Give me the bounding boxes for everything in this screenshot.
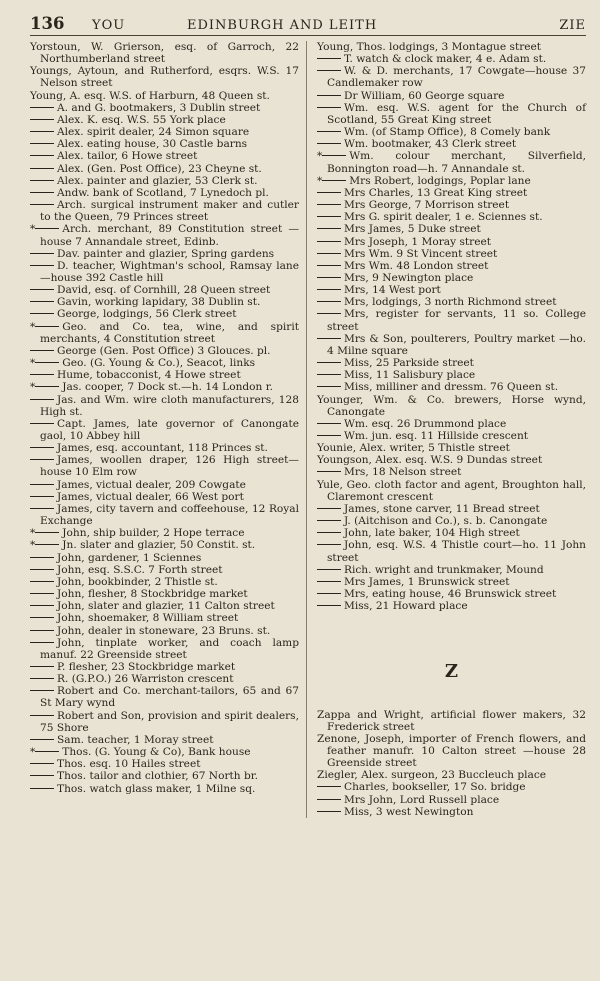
entry-text: Thos. watch glass maker, 1 Milne sq. [57, 782, 256, 795]
directory-entry [30, 710, 299, 734]
ditto-dash [317, 241, 341, 242]
ditto-dash [35, 326, 59, 327]
ditto-dash [317, 374, 341, 375]
page-number: 136 [30, 14, 65, 33]
entry-text: John, esq. S.S.C. 7 Forth street [57, 563, 223, 576]
entry-text: Alex. painter and glazier, 53 Clerk st. [57, 174, 258, 187]
entry-text: Andw. bank of Scotland, 7 Lynedoch pl. [57, 186, 269, 199]
directory-entry [30, 175, 299, 187]
ditto-dash [30, 508, 54, 509]
ditto-dash [317, 544, 341, 545]
entry-text: Zappa and Wright, artificial flower makers, 32 Frederick street [317, 708, 586, 733]
ditto-dash [30, 423, 54, 424]
entry-text: Alex. K. esq. W.S. 55 York place [57, 113, 226, 126]
ditto-dash [30, 593, 54, 594]
directory-entry [30, 260, 299, 284]
ditto-dash [30, 155, 54, 156]
entry-text: Wm. esq. 26 Drummond place [344, 417, 507, 430]
ditto-dash [30, 581, 54, 582]
ditto-dash [30, 569, 54, 570]
ditto-dash [317, 435, 341, 436]
ditto-dash [30, 484, 54, 485]
directory-entry [317, 527, 586, 539]
directory-entry [30, 381, 299, 393]
ditto-dash [30, 168, 54, 169]
entry-text: Mrs, lodgings, 3 north Richmond street [344, 296, 557, 309]
directory-entry [317, 479, 586, 503]
directory-entry [317, 296, 586, 308]
entry-text: Mrs George, 7 Morrison street [344, 199, 510, 212]
entry-text: Alex. spirit dealer, 24 Simon square [57, 126, 250, 139]
ditto-dash [30, 289, 54, 290]
column-rule [306, 41, 307, 818]
ditto-dash [30, 642, 54, 643]
entry-text: Miss, 21 Howard place [344, 600, 468, 613]
ditto-dash [317, 423, 341, 424]
ditto-dash [322, 180, 346, 181]
entry-text: Capt. James, late governor of Canongate gaol, 10 Abbey hill [40, 417, 299, 442]
ditto-dash [30, 775, 54, 776]
asterisk-mark: * [30, 357, 36, 370]
entry-text: John, late baker, 104 High street [344, 527, 520, 540]
entry-text: Thos. esq. 10 Hailes street [57, 758, 201, 771]
directory-entry [30, 527, 299, 539]
asterisk-mark: * [317, 174, 323, 187]
directory-entry [317, 333, 586, 357]
directory-entry [317, 150, 586, 174]
directory-entry [30, 454, 299, 478]
ditto-dash [30, 374, 54, 375]
ditto-dash [317, 520, 341, 521]
entry-text: George (Gen. Post Office) 3 Glouces. pl. [57, 344, 271, 357]
ditto-dash [30, 788, 54, 789]
directory-entry [317, 175, 586, 187]
ditto-dash [317, 253, 341, 254]
entry-text: Youngson, Alex. esq. W.S. 9 Dundas street [317, 454, 543, 467]
ditto-dash [35, 532, 59, 533]
entry-text: John, esq. W.S. 4 Thistle court—ho. 11 John street [327, 539, 586, 564]
ditto-dash [30, 630, 54, 631]
ditto-dash [35, 362, 59, 363]
ditto-dash [30, 131, 54, 132]
entry-text: Younie, Alex. writer, 5 Thistle street [317, 442, 510, 455]
entry-text: Arch. surgical instrument maker and cutler to the Queen, 79 Princes street [40, 199, 299, 224]
entry-text: Zenone, Joseph, importer of French flowers, and feather manufr. 10 Calton street —house 28 Greenside street [317, 732, 586, 770]
entry-text: Dr William, 60 George square [344, 89, 505, 102]
entry-text: Robert and Co. merchant-tailors, 65 and 67 St Mary wynd [40, 685, 299, 710]
directory-entry [30, 503, 299, 527]
directory-entry [30, 746, 299, 758]
entry-text: J. (Aitchison and Co.), s. b. Canongate [344, 515, 548, 528]
entry-text: Young, Thos. lodgings, 3 Montague street [317, 41, 542, 53]
entry-text: David, esq. of Cornhill, 28 Queen street [57, 284, 271, 297]
entry-text: Wm. jun. esq. 11 Hillside crescent [344, 430, 529, 442]
entry-text: John, ship builder, 2 Hope terrace [62, 527, 245, 540]
entry-text: John, shoemaker, 8 William street [57, 612, 239, 625]
ditto-dash [317, 216, 341, 217]
asterisk-mark: * [30, 746, 36, 759]
entry-text: Mrs Joseph, 1 Moray street [344, 235, 492, 248]
ditto-dash [317, 301, 341, 302]
directory-entry [30, 90, 299, 102]
entry-text: Mrs Wm. 9 St Vincent street [344, 247, 498, 260]
entry-text: D. teacher, Wightman's school, Ramsay lane—house 392 Castle hill [40, 259, 299, 284]
z-entries [317, 709, 586, 818]
directory-entry [30, 588, 299, 600]
directory-entry [317, 357, 586, 369]
ditto-dash [317, 265, 341, 266]
directory-entry [30, 770, 299, 782]
running-header [30, 14, 586, 36]
directory-entry [317, 369, 586, 381]
directory-entry [317, 442, 586, 454]
directory-entry [317, 769, 586, 781]
directory-entry [317, 102, 586, 126]
ditto-dash [30, 678, 54, 679]
directory-entry [30, 552, 299, 564]
directory-entry [30, 102, 299, 114]
ditto-dash [30, 617, 54, 618]
directory-entry [30, 576, 299, 588]
ditto-dash [317, 192, 341, 193]
directory-entry [317, 781, 586, 793]
entry-text: Arch. merchant, 89 Constitution street —house 7 Annandale street, Edinb. [40, 223, 299, 248]
entry-text: Sam. teacher, 1 Moray street [57, 733, 214, 746]
ditto-dash [30, 313, 54, 314]
ditto-dash [317, 569, 341, 570]
directory-entry [317, 709, 586, 733]
header-left-word: YOU [92, 18, 126, 33]
ditto-dash [317, 58, 341, 59]
ditto-dash [30, 253, 54, 254]
directory-entry [30, 673, 299, 685]
ditto-dash [317, 362, 341, 363]
entry-text: W. & D. merchants, 17 Cowgate—house 37 Candlemaker row [327, 65, 586, 90]
ditto-dash [30, 666, 54, 667]
entry-text: Geo. and Co. tea, wine, and spirit merchants, 4 Constitution street [40, 320, 299, 345]
entry-text: Wm. colour merchant, Silverfield, Bonnington road—h. 7 Annandale st. [327, 150, 586, 175]
ditto-dash [317, 593, 341, 594]
entry-text: George, lodgings, 56 Clerk street [57, 308, 237, 321]
ditto-dash [322, 155, 346, 156]
directory-entry [30, 661, 299, 673]
ditto-dash [317, 605, 341, 606]
entry-text: Mrs, eating house, 46 Brunswick street [344, 588, 557, 601]
directory-entry [317, 236, 586, 248]
directory-entry [30, 138, 299, 150]
directory-entry [30, 284, 299, 296]
directory-entry [30, 248, 299, 260]
asterisk-mark: * [30, 223, 36, 236]
ditto-dash [30, 459, 54, 460]
ditto-dash [317, 811, 341, 812]
directory-entry [317, 199, 586, 211]
directory-entry [30, 296, 299, 308]
directory-entry [30, 758, 299, 770]
entry-text: Jas. and Wm. wire cloth manufacturers, 128 High st. [40, 393, 299, 418]
ditto-dash [30, 265, 54, 266]
directory-entry [317, 381, 586, 393]
ditto-dash [30, 605, 54, 606]
entry-text: Wm. esq. W.S. agent for the Church of Scotland, 55 Great King street [327, 101, 586, 126]
directory-entry [317, 466, 586, 478]
directory-entry [317, 588, 586, 600]
directory-entry [317, 308, 586, 332]
ditto-dash [30, 715, 54, 716]
entry-text: P. flesher, 23 Stockbridge market [57, 660, 236, 673]
directory-entry [317, 65, 586, 89]
ditto-dash [30, 143, 54, 144]
directory-entry [30, 783, 299, 795]
directory-entry [30, 308, 299, 320]
directory-entry [30, 564, 299, 576]
directory-entry [317, 248, 586, 260]
ditto-dash [317, 799, 341, 800]
directory-entry [30, 539, 299, 551]
entry-text: James, stone carver, 11 Bread street [344, 502, 540, 515]
directory-entry [317, 794, 586, 806]
ditto-dash [30, 763, 54, 764]
directory-entry [30, 321, 299, 345]
entry-text: John, dealer in stoneware, 23 Bruns. st. [57, 624, 271, 637]
directory-entry [317, 126, 586, 138]
entry-text: Thos. tailor and clothier, 67 North br. [57, 770, 259, 783]
directory-entry [317, 394, 586, 418]
directory-entry [317, 564, 586, 576]
entry-text: Jn. slater and glazier, 50 Constit. st. [62, 539, 256, 552]
directory-entry [317, 430, 586, 442]
entry-text: Mrs James, 5 Duke street [344, 223, 481, 236]
directory-entry [30, 491, 299, 503]
entry-text: Miss, 11 Salisbury place [344, 369, 476, 382]
entry-text: James, woollen draper, 126 High street—house 10 Elm row [40, 454, 299, 479]
entry-text: Rich. wright and trunkmaker, Mound [344, 563, 544, 576]
directory-entry [30, 126, 299, 138]
ditto-dash [30, 350, 54, 351]
directory-entry [30, 345, 299, 357]
entry-text: James, victual dealer, 66 West port [57, 490, 244, 503]
entry-text: Mrs G. spirit dealer, 1 e. Sciennes st. [344, 211, 543, 224]
entry-text: Robert and Son, provision and spirit dealers, 75 Shore [40, 709, 299, 734]
ditto-dash [30, 192, 54, 193]
entry-text: John, slater and glazier, 11 Calton street [57, 600, 275, 613]
entry-text: Mrs Wm. 48 London street [344, 259, 489, 272]
ditto-dash [35, 544, 59, 545]
entry-text: Youngs, Aytoun, and Rutherford, esqrs. W.S. 17 Nelson street [30, 65, 299, 90]
entry-text: James, esq. accountant, 118 Princes st. [57, 442, 268, 455]
directory-entry [317, 576, 586, 588]
entry-text: A. and G. bootmakers, 3 Dublin street [57, 101, 261, 114]
ditto-dash [30, 557, 54, 558]
directory-entry [317, 272, 586, 284]
ditto-dash [30, 496, 54, 497]
ditto-dash [317, 386, 341, 387]
entry-text: Miss, 3 west Newington [344, 805, 474, 818]
directory-entry [30, 600, 299, 612]
ditto-dash [30, 447, 54, 448]
directory-entry [30, 150, 299, 162]
directory-entry [317, 454, 586, 466]
entry-text: Hume, tobacconist, 4 Howe street [57, 369, 241, 382]
directory-entry [30, 357, 299, 369]
directory-entry [30, 734, 299, 746]
entry-text: Mrs, register for servants, 11 so. College street [327, 308, 586, 333]
directory-entry [317, 418, 586, 430]
ditto-dash [317, 313, 341, 314]
asterisk-mark: * [30, 320, 36, 333]
directory-entry [317, 187, 586, 199]
entry-text: Yule, Geo. cloth factor and agent, Broughton hall, Claremont crescent [317, 478, 586, 503]
section-letter: Z [444, 661, 459, 683]
entry-text: Wm. bootmaker, 43 Clerk street [344, 138, 517, 151]
directory-entry [30, 163, 299, 175]
entry-text: Mrs, 18 Nelson street [344, 466, 462, 479]
entry-text: Mrs, 9 Newington place [344, 271, 474, 284]
directory-entry [30, 223, 299, 247]
ditto-dash [317, 581, 341, 582]
ditto-dash [30, 399, 54, 400]
directory-entry [30, 394, 299, 418]
entry-text: Yorstoun, W. Grierson, esq. of Garroch, 22 Northumberland street [30, 41, 299, 66]
directory-entry [317, 260, 586, 272]
entry-text: Mrs & Son, poulterers, Poultry market —ho. 4 Milne square [327, 332, 586, 357]
directory-entry [317, 503, 586, 515]
ditto-dash [317, 228, 341, 229]
entry-text: Jas. cooper, 7 Dock st.—h. 14 London r. [62, 381, 274, 394]
ditto-dash [317, 471, 341, 472]
entry-text: Dav. painter and glazier, Spring gardens [57, 247, 275, 260]
entry-text: John, tinplate worker, and coach lamp manuf. 22 Greenside street [40, 636, 299, 661]
entry-text: Wm. (of Stamp Office), 8 Comely bank [344, 126, 551, 139]
directory-entry [30, 442, 299, 454]
entry-text: Gavin, working lapidary, 38 Dublin st. [57, 296, 261, 309]
asterisk-mark: * [317, 150, 323, 163]
entry-text: John, flesher, 8 Stockbridge market [57, 588, 248, 601]
ditto-dash [30, 119, 54, 120]
directory-entry [317, 515, 586, 527]
directory-entry [30, 65, 299, 89]
entry-text: Miss, 25 Parkside street [344, 357, 474, 370]
entry-text: Miss, milliner and dressm. 76 Queen st. [344, 381, 559, 394]
left-column [30, 41, 299, 818]
directory-entry [30, 612, 299, 624]
directory-entry [317, 41, 586, 53]
asterisk-mark: * [30, 527, 36, 540]
directory-entry [317, 806, 586, 818]
header-title: EDINBURGH AND LEITH [187, 18, 378, 33]
ditto-dash [317, 107, 341, 108]
two-column-body [30, 41, 586, 818]
entry-text: James, victual dealer, 209 Cowgate [57, 478, 246, 491]
directory-entry [30, 41, 299, 65]
entry-text: Alex. eating house, 30 Castle barns [57, 138, 248, 151]
directory-entry [30, 187, 299, 199]
ditto-dash [317, 70, 341, 71]
directory-entry [30, 479, 299, 491]
directory-entry [30, 199, 299, 223]
ditto-dash [317, 786, 341, 787]
entry-text: Younger, Wm. & Co. brewers, Horse wynd, Canongate [317, 393, 586, 418]
ditto-dash [30, 180, 54, 181]
asterisk-mark: * [30, 381, 36, 394]
directory-entry [30, 114, 299, 126]
ditto-dash [317, 204, 341, 205]
directory-entry [317, 211, 586, 223]
directory-entry [317, 90, 586, 102]
ditto-dash [35, 751, 59, 752]
ditto-dash [317, 289, 341, 290]
header-right-word: ZIE [559, 18, 586, 33]
directory-entry [317, 138, 586, 150]
ditto-dash [35, 228, 59, 229]
ditto-dash [317, 508, 341, 509]
entry-text: Young, A. esq. W.S. of Harburn, 48 Queen st. [30, 89, 270, 102]
directory-entry [30, 369, 299, 381]
ditto-dash [317, 95, 341, 96]
ditto-dash [317, 131, 341, 132]
entry-text: Thos. (G. Young & Co), Bank house [62, 746, 251, 759]
ditto-dash [35, 386, 59, 387]
ditto-dash [30, 739, 54, 740]
ditto-dash [317, 143, 341, 144]
directory-entry [317, 600, 586, 612]
ditto-dash [30, 204, 54, 205]
ditto-dash [317, 532, 341, 533]
right-entries [317, 41, 586, 612]
ditto-dash [30, 690, 54, 691]
directory-entry [317, 539, 586, 563]
entry-text: Charles, bookseller, 17 So. bridge [344, 781, 526, 794]
entry-text: John, gardener, 1 Sciennes [57, 551, 202, 564]
entry-text: T. watch & clock maker, 4 e. Adam st. [344, 53, 547, 66]
entry-text: Geo. (G. Young & Co.), Seacot, links [62, 357, 256, 370]
directory-entry [30, 418, 299, 442]
ditto-dash [317, 277, 341, 278]
directory-entry [30, 637, 299, 661]
directory-entry [317, 733, 586, 769]
directory-entry [30, 625, 299, 637]
directory-entry [317, 53, 586, 65]
ditto-dash [30, 301, 54, 302]
directory-entry [30, 685, 299, 709]
right-column [317, 41, 586, 818]
directory-entry [317, 223, 586, 235]
entry-text: Ziegler, Alex. surgeon, 23 Buccleuch place [317, 769, 547, 782]
entry-text: John, bookbinder, 2 Thistle st. [57, 575, 218, 588]
entry-text: Mrs Robert, lodgings, Poplar lane [349, 174, 531, 187]
directory-entry [317, 284, 586, 296]
entry-text: Mrs Charles, 13 Great King street [344, 186, 528, 199]
asterisk-mark: * [30, 539, 36, 552]
entry-text: Alex. tailor, 6 Howe street [57, 150, 198, 163]
ditto-dash [30, 107, 54, 108]
entry-text: Mrs John, Lord Russell place [344, 793, 500, 806]
entry-text: Alex. (Gen. Post Office), 23 Cheyne st. [57, 162, 262, 175]
ditto-dash [317, 338, 341, 339]
entry-text: Mrs James, 1 Brunswick street [344, 575, 510, 588]
entry-text: R. (G.P.O.) 26 Warriston crescent [57, 673, 234, 686]
entry-text: Mrs, 14 West port [344, 284, 441, 297]
entry-text: James, city tavern and coffeehouse, 12 Royal Exchange [40, 502, 299, 528]
